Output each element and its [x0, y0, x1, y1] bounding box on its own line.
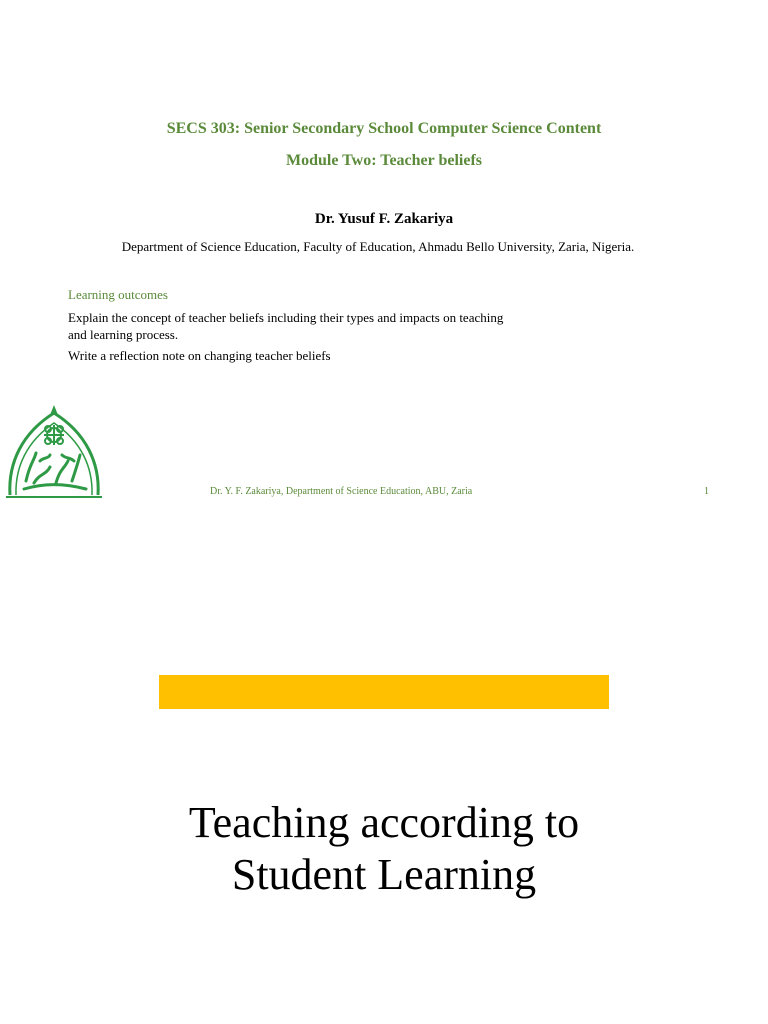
slide-title-line-1: Teaching according to: [188, 798, 580, 847]
slide-title: [0, 797, 768, 901]
university-crest-icon: [4, 403, 104, 501]
slide-title-line-2: Student Learning: [231, 850, 537, 899]
learning-outcomes-heading: Learning outcomes: [68, 287, 168, 302]
slide-page-number: 1: [704, 486, 709, 497]
accent-bar: [159, 675, 609, 709]
learning-outcome-item: Write a reflection note on changing teacher beliefs: [68, 348, 331, 363]
author-name: Dr. Yusuf F. Zakariya: [314, 211, 454, 227]
module-title: Module Two: Teacher beliefs: [286, 152, 482, 169]
learning-outcome-item: Explain the concept of teacher beliefs including their types and impacts on teaching and learning process.: [68, 310, 504, 342]
author-affiliation: Department of Science Education, Faculty of Education, Ahmadu Bello University, Zaria, Nigeria.: [121, 239, 635, 254]
slide-footer-text: Dr. Y. F. Zakariya, Department of Science Education, ABU, Zaria: [210, 486, 473, 497]
course-title: SECS 303: Senior Secondary School Computer Science Content: [166, 120, 602, 137]
